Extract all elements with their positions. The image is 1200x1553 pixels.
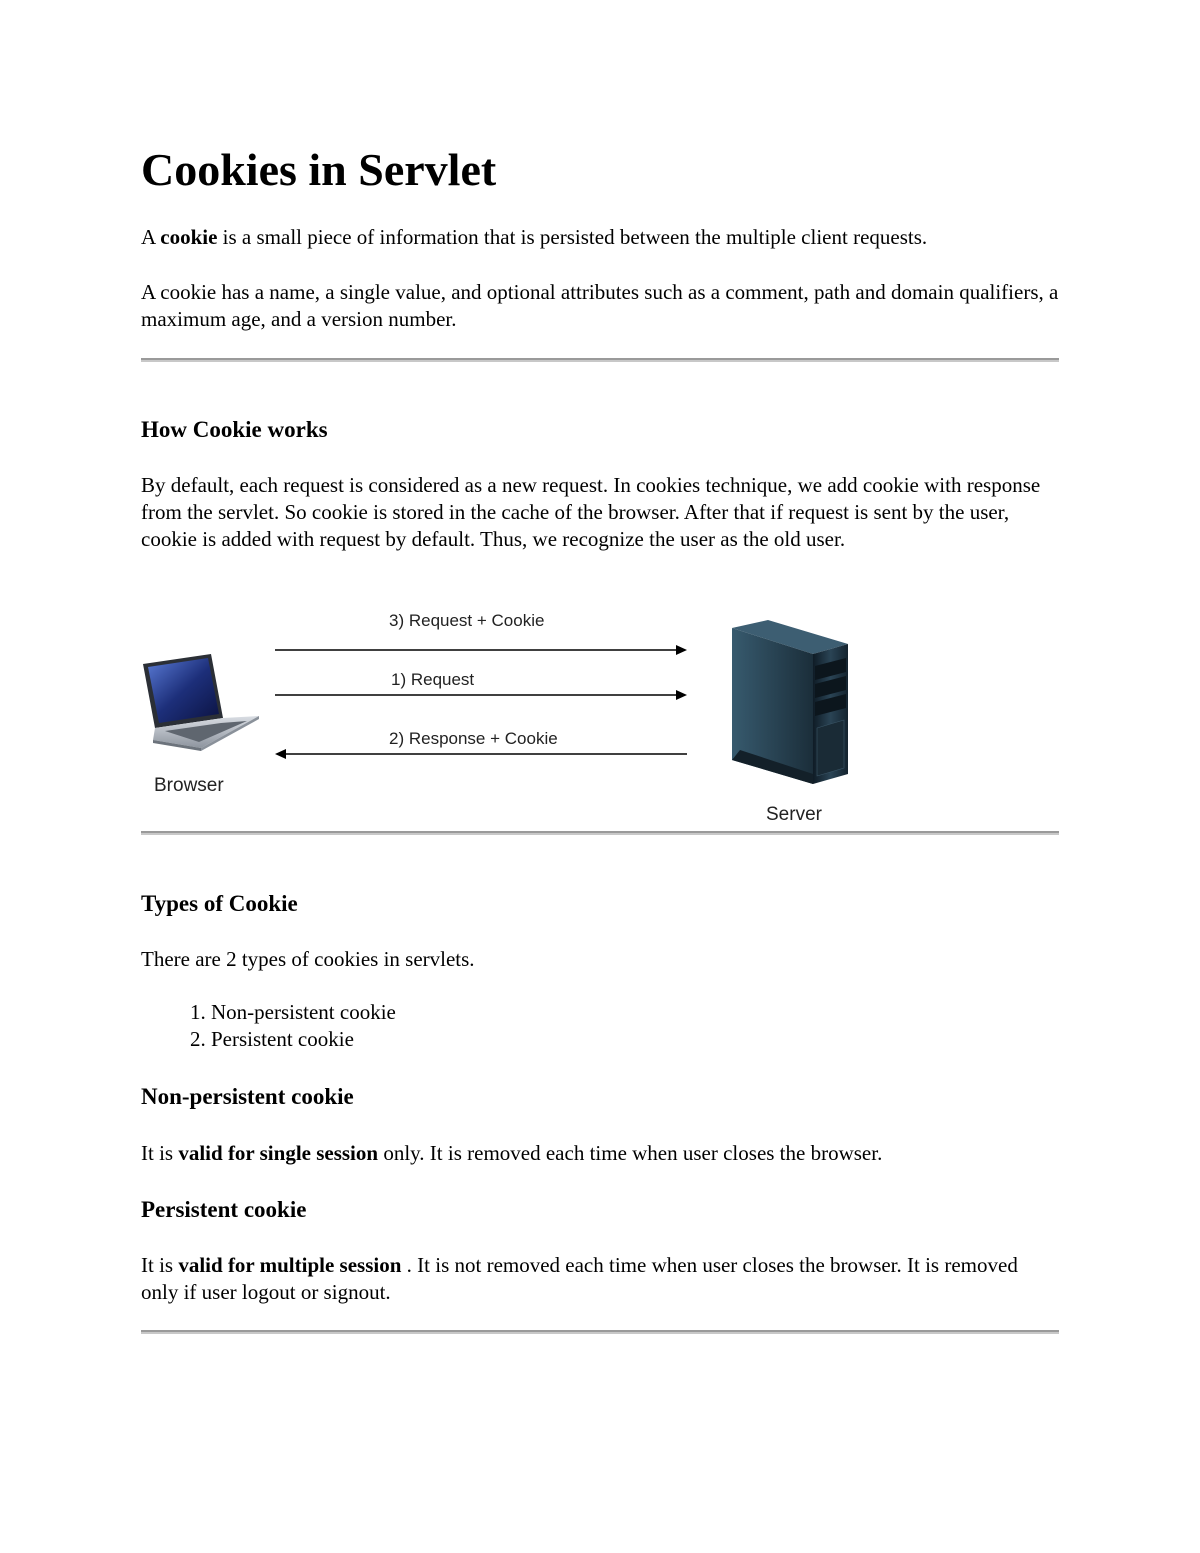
arrow-request-label: 1) Request	[391, 670, 475, 689]
section-divider	[141, 831, 1059, 835]
arrow-request	[275, 690, 687, 700]
non-persistent-bold: valid for single session	[178, 1141, 379, 1165]
browser-label: Browser	[154, 775, 224, 796]
persistent-suffix: . It is not removed each time when user closes the browser. It is removed only if user logout or signout.	[141, 1253, 1018, 1304]
server-label: Server	[766, 804, 822, 825]
how-cookie-works-heading: How Cookie works	[141, 417, 328, 442]
persistent-cookie-paragraph	[141, 1252, 1059, 1306]
persistent-cookie-heading: Persistent cookie	[141, 1197, 307, 1222]
arrow-response-cookie	[275, 749, 687, 759]
intro-paragraph-2: A cookie has a name, a single value, and optional attributes such as a comment, path and domain qualifiers, a maximum age, and a version number.	[141, 280, 1059, 331]
section-divider	[141, 358, 1059, 362]
non-persistent-suffix: only. It is removed each time when user closes the browser.	[378, 1141, 883, 1165]
arrow-request-cookie	[275, 645, 687, 655]
how-cookie-works-paragraph: By default, each request is considered as a new request. In cookies technique, we add cookie with response from the servlet. So cookie is stored in the cache of the browser. After that if request is sent by the user, cookie is added with request by default. Thus, we recognize the user as the old user.	[141, 473, 1041, 551]
section-divider	[141, 1330, 1059, 1334]
server-icon	[732, 620, 848, 784]
list-item: 2. Persistent cookie	[211, 1026, 396, 1053]
intro-bold-term: cookie	[160, 225, 218, 249]
types-intro-paragraph: There are 2 types of cookies in servlets.	[141, 947, 475, 971]
page-title: Cookies in Servlet	[141, 144, 497, 195]
arrow-request-cookie-label: 3) Request + Cookie	[389, 611, 545, 630]
persistent-bold: valid for multiple session	[178, 1253, 402, 1277]
laptop-icon	[143, 654, 259, 751]
cookie-types-list	[141, 999, 396, 1053]
intro-prefix: A	[141, 225, 161, 249]
persistent-prefix: It is	[141, 1253, 179, 1277]
cookie-flow-diagram	[141, 600, 881, 830]
intro-suffix: is a small piece of information that is persisted between the multiple client requests.	[217, 225, 928, 249]
list-item: 1. Non-persistent cookie	[211, 999, 396, 1026]
non-persistent-cookie-heading: Non-persistent cookie	[141, 1084, 354, 1109]
non-persistent-cookie-paragraph	[141, 1140, 1059, 1167]
types-of-cookie-heading: Types of Cookie	[141, 891, 298, 916]
intro-paragraph-1	[141, 224, 1059, 251]
non-persistent-prefix: It is	[141, 1141, 179, 1165]
arrow-response-cookie-label: 2) Response + Cookie	[389, 729, 558, 748]
